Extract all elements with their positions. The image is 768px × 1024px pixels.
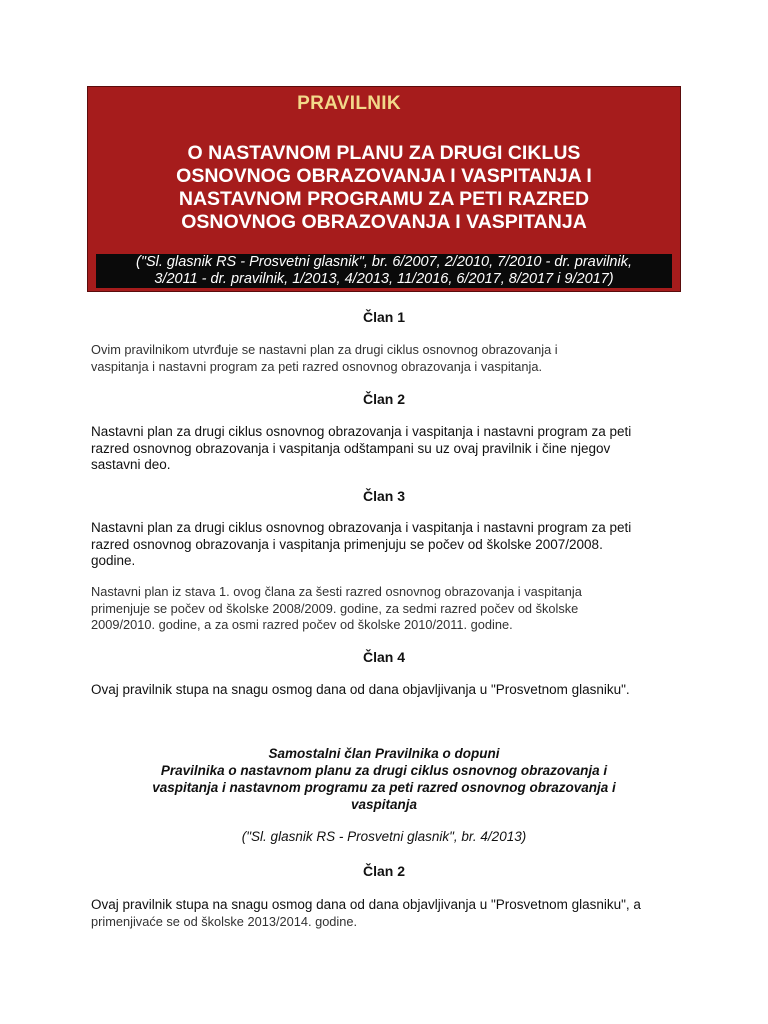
text-line: Nastavni plan iz stava 1. ovog člana za šesti razred osnovnog obrazovanja i vaspitanja <box>91 584 582 599</box>
gazette-line: 3/2011 - dr. pravilnik, 1/2013, 4/2013, 11/2016, 6/2017, 8/2017 i 9/2017) <box>154 271 614 287</box>
document-title: PRAVILNIK <box>297 93 401 114</box>
article-heading: Član 2 <box>362 863 405 879</box>
article-heading: Član 1 <box>362 309 405 325</box>
text-line: razred osnovnog obrazovanja i vaspitanja odštampani su uz ovaj pravilnik i čine njegov <box>91 440 611 456</box>
article-heading: Član 3 <box>362 488 405 504</box>
text-line: razred osnovnog obrazovanja i vaspitanja primenjuju se počev od školske 2007/2008. <box>91 536 603 552</box>
article-heading: Član 4 <box>362 649 405 665</box>
text-line: Ovim pravilnikom utvrđuje se nastavni plan za drugi ciklus osnovnog obrazovanja i <box>91 342 558 357</box>
title-line: Samostalni član Pravilnika o dopuni <box>268 746 500 761</box>
article-paragraph <box>91 897 691 930</box>
gazette-reference <box>96 254 672 288</box>
article-heading: Član 2 <box>362 391 405 407</box>
gazette-line: ("Sl. glasnik RS - Prosvetni glasnik", br. 6/2007, 2/2010, 7/2010 - dr. pravilnik, <box>135 254 633 270</box>
text-line: primenjivaće se od školske 2013/2014. godine. <box>91 913 358 929</box>
text-line: godine. <box>91 553 136 568</box>
text-line: primenjuje se počev od školske 2008/2009. godine, za sedmi razred počev od školske <box>91 600 579 616</box>
text-line: Ovaj pravilnik stupa na snagu osmog dana od dana objavljivanja u "Prosvetnom glasniku", a <box>91 897 641 912</box>
article-paragraph <box>91 584 691 634</box>
independent-article-title <box>60 745 708 813</box>
title-line: Pravilnika o nastavnom planu za drugi ciklus osnovnog obrazovanja i <box>160 763 608 778</box>
subtitle-line: OSNOVNOG OBRAZOVANJA I VASPITANJA I <box>176 165 592 187</box>
text-line: sastavni deo. <box>91 457 171 472</box>
subtitle-line: OSNOVNOG OBRAZOVANJA I VASPITANJA <box>181 211 587 233</box>
title-line: vaspitanja i nastavnom programu za peti razred osnovnog obrazovanja i <box>152 780 616 795</box>
article-paragraph <box>91 682 691 699</box>
title-banner <box>87 86 681 292</box>
article-paragraph <box>91 342 691 375</box>
title-line: vaspitanja <box>350 797 418 812</box>
text-line: Ovaj pravilnik stupa na snagu osmog dana od dana objavljivanja u "Prosvetnom glasniku". <box>91 682 630 697</box>
text-line: 2009/2010. godine, a za osmi razred počev od školske 2010/2011. godine. <box>91 617 513 632</box>
text-line: Nastavni plan za drugi ciklus osnovnog obrazovanja i vaspitanja i nastavni program za peti <box>91 520 632 535</box>
gazette-reference-2013: ("Sl. glasnik RS - Prosvetni glasnik", br. 4/2013) <box>241 829 527 844</box>
subtitle-line: NASTAVNOM PROGRAMU ZA PETI RAZRED <box>178 188 590 210</box>
article-paragraph <box>91 520 691 570</box>
document-subtitle <box>108 142 660 234</box>
article-paragraph <box>91 424 691 474</box>
text-line: vaspitanja i nastavni program za peti razred osnovnog obrazovanja i vaspitanja. <box>91 358 542 374</box>
subtitle-line: O NASTAVNOM PLANU ZA DRUGI CIKLUS <box>187 142 581 164</box>
text-line: Nastavni plan za drugi ciklus osnovnog obrazovanja i vaspitanja i nastavni program za peti <box>91 424 632 439</box>
